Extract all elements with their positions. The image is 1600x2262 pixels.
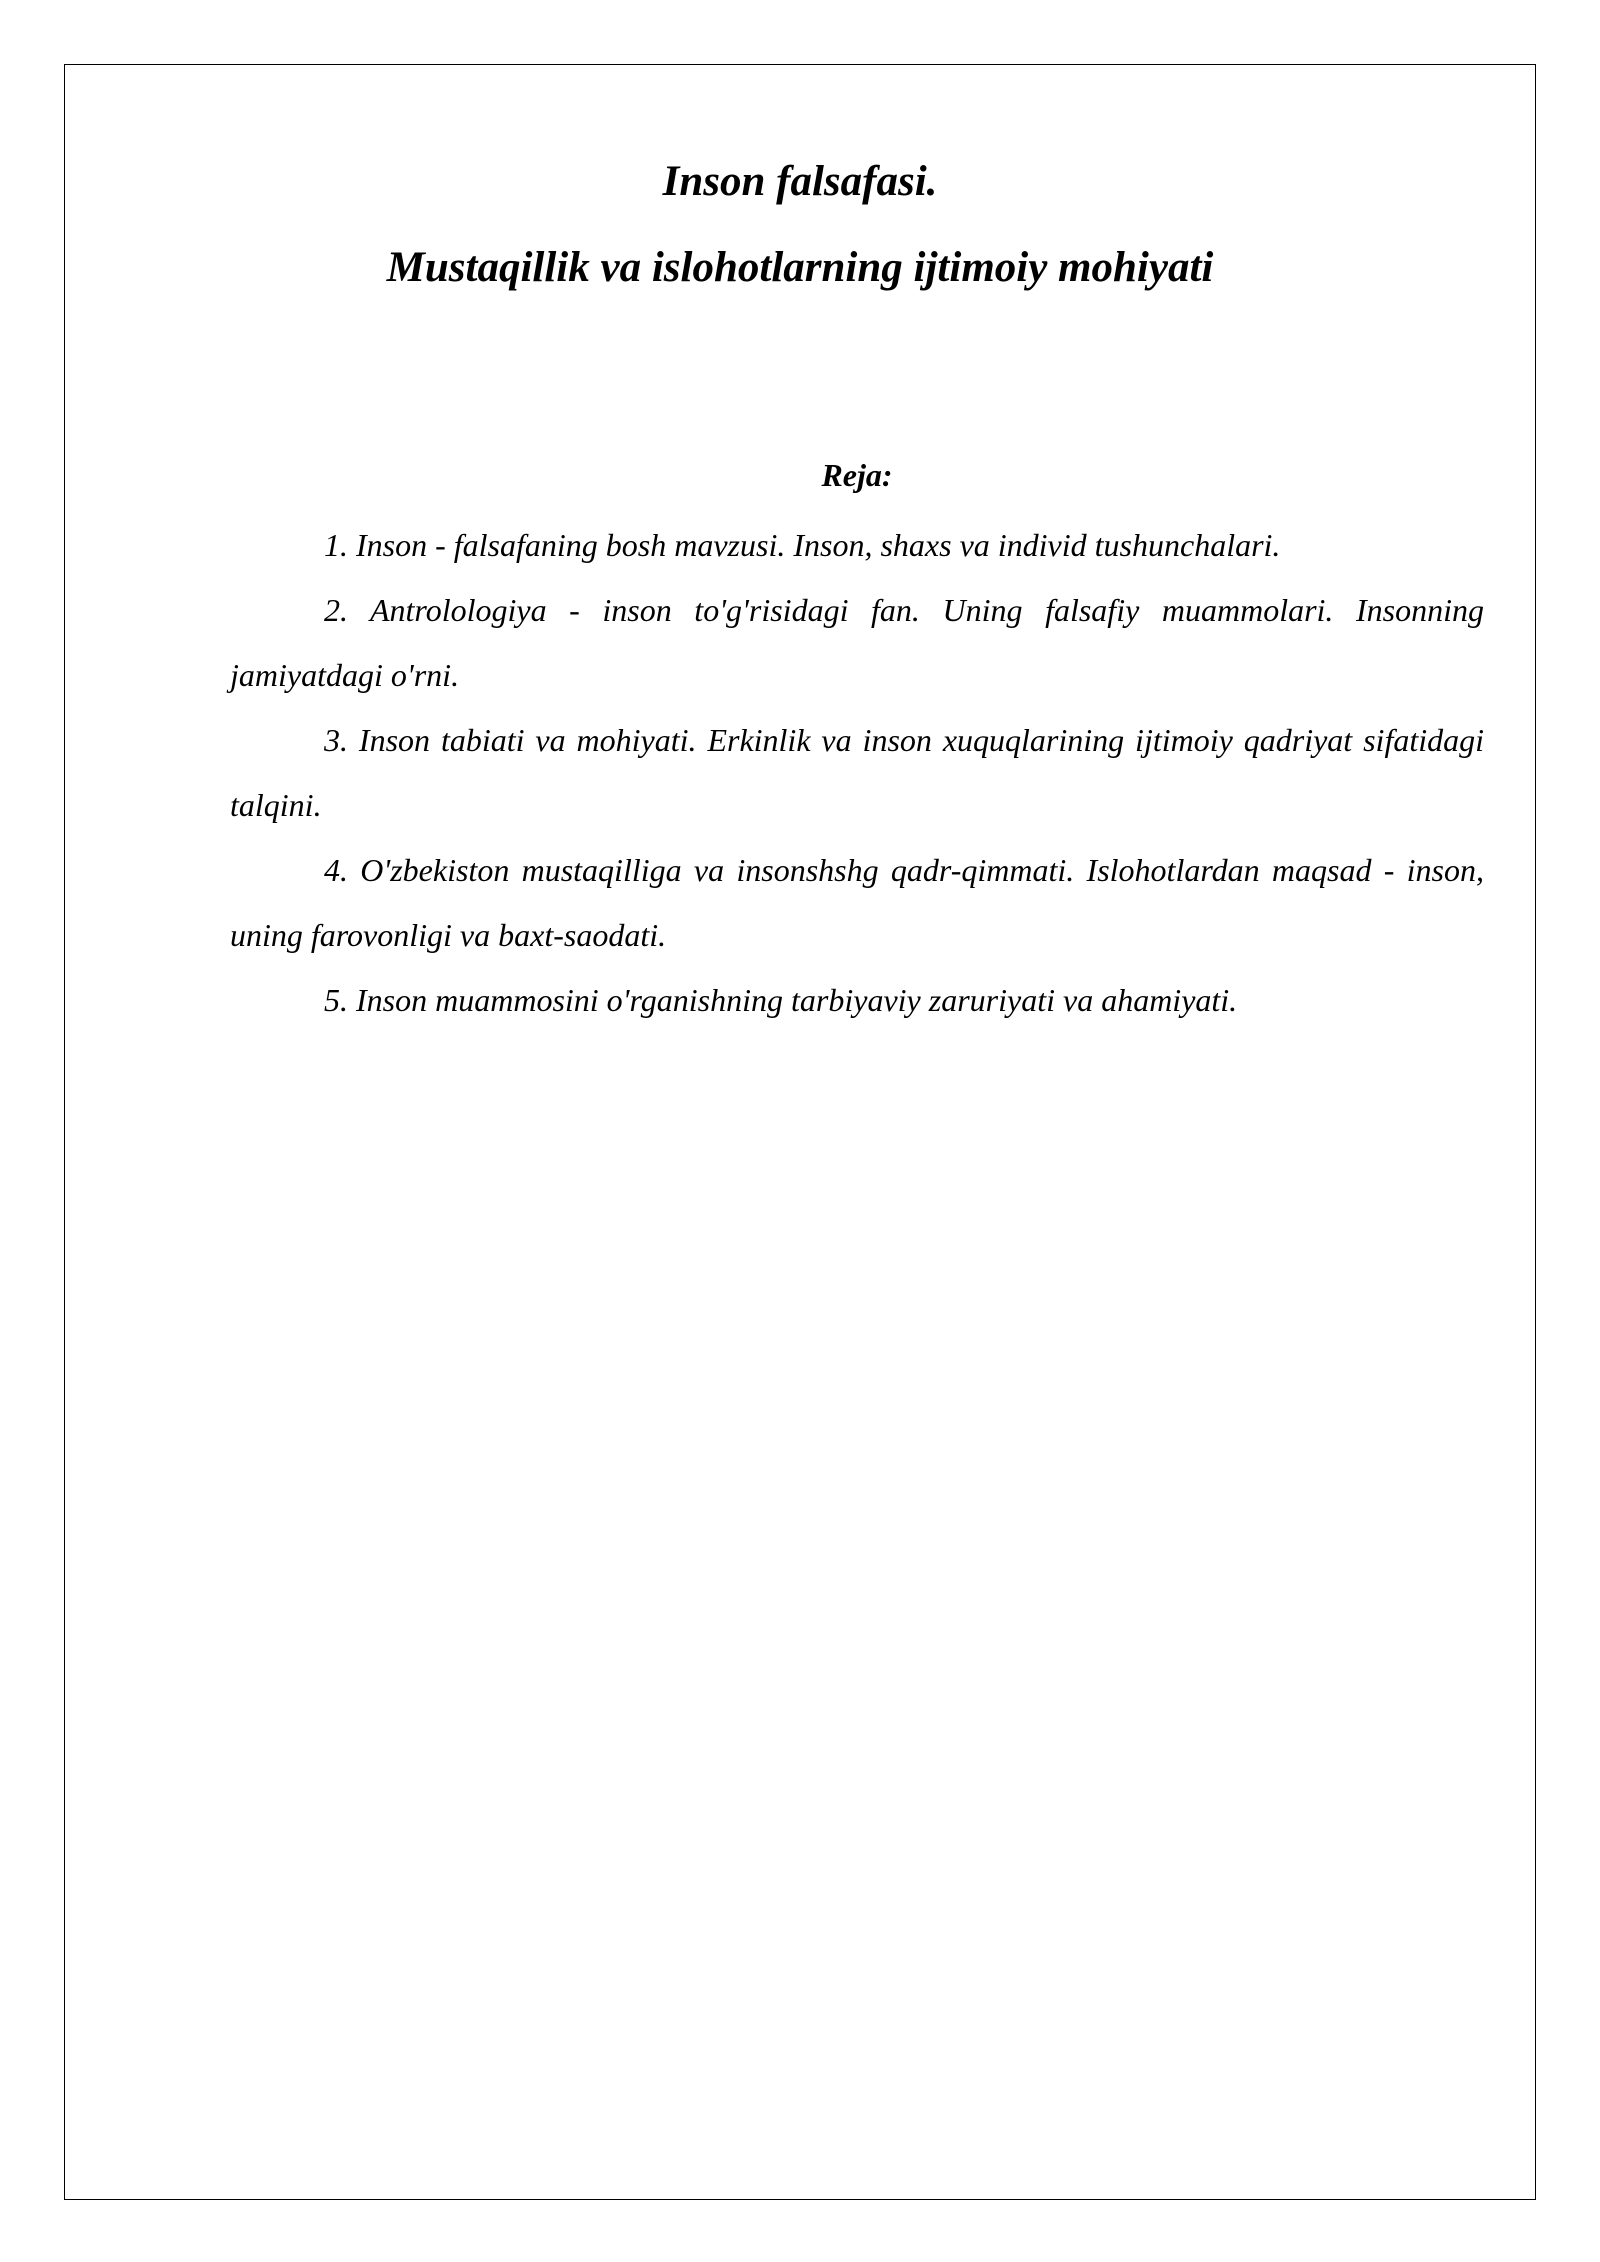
plan-item-2: 2. Antrolologiya - inson to'g'risidagi fan. Uning falsafiy muammolari. Insonning jamiyatdagi o'rni.	[230, 592, 1484, 693]
plan-heading: Reja:	[821, 457, 893, 493]
plan-item-1: 1. Inson - falsafaning bosh mavzusi. Inson, shaxs va individ tushunchalari.	[324, 527, 1281, 563]
plan-item-3: 3. Inson tabiati va mohiyati. Erkinlik va inson xuquqlarining ijtimoiy qadriyat sifatidagi talqini.	[230, 722, 1484, 823]
plan-list	[230, 513, 1484, 1033]
plan-item-5: 5. Inson muammosini o'rganishning tarbiyaviy zaruriyati va ahamiyati.	[324, 982, 1238, 1018]
page-border	[64, 64, 1536, 2200]
document-title: Inson falsafasi.	[662, 158, 938, 205]
plan-item-4: 4. O'zbekiston mustaqilliga va insonshshg qadr-qimmati. Islohotlardan maqsad - inson, uning farovonligi va baxt-saodati.	[230, 852, 1484, 953]
document-subtitle: Mustaqillik va islohotlarning ijtimoiy mohiyati	[386, 244, 1214, 291]
